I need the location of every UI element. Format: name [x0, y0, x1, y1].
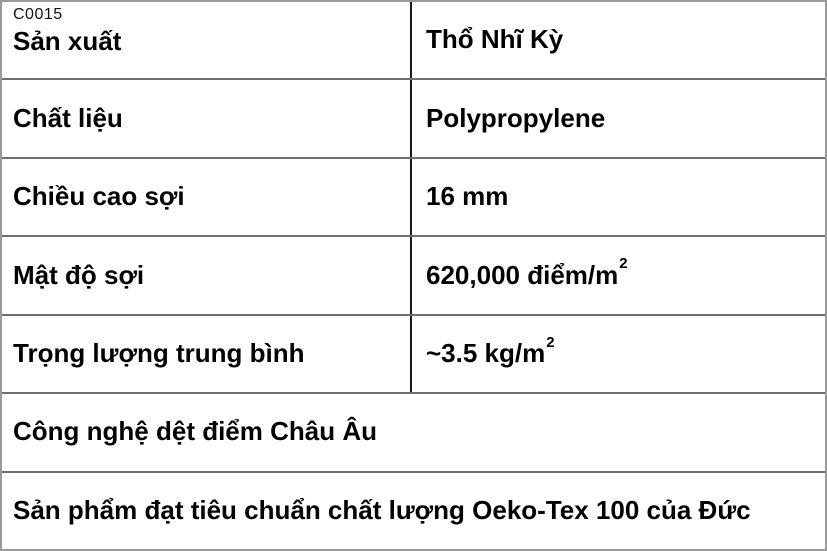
spec-label-cell — [2, 237, 410, 313]
spec-value: Thổ Nhĩ Kỳ — [426, 24, 564, 55]
full-width-cell — [2, 394, 825, 470]
spec-value: Polypropylene — [426, 102, 606, 133]
spec-value-cell — [410, 159, 825, 235]
spec-note: Sản phẩm đạt tiêu chuẩn chất lượng Oeko-Tex 100 của Đức — [13, 494, 751, 525]
full-width-cell — [2, 473, 825, 549]
table-row — [2, 2, 825, 78]
table-row — [2, 314, 825, 392]
spec-label: Sản xuất — [13, 26, 122, 56]
table-row — [2, 392, 825, 470]
spec-value: 16 mm — [426, 181, 509, 212]
spec-value-cell: 620,000 điểm/m $^2$ — [410, 237, 825, 313]
spec-label: Mật độ sợi — [13, 259, 145, 290]
spec-value-cell — [410, 80, 825, 156]
spec-value-cell — [410, 2, 825, 78]
table-row — [2, 471, 825, 549]
spec-label-cell — [2, 80, 410, 156]
product-code: C0015 — [13, 6, 63, 23]
spec-label: Chất liệu — [13, 102, 123, 133]
spec-label: Chiều cao sợi — [13, 181, 185, 212]
spec-label-cell — [2, 316, 410, 392]
table-row — [2, 235, 825, 313]
spec-label: Trọng lượng trung bình — [13, 338, 305, 368]
table-row — [2, 157, 825, 235]
spec-label-cell — [2, 159, 410, 235]
spec-note: Công nghệ dệt điểm Châu Âu — [13, 416, 377, 447]
table-row — [2, 78, 825, 156]
spec-value-cell: ~3.5 kg/m $^2$ — [410, 316, 825, 392]
spec-value: ~3.5 kg/m — [426, 338, 546, 368]
spec-label-cell — [2, 2, 410, 78]
spec-value: 620,000 điểm/m — [426, 259, 619, 290]
